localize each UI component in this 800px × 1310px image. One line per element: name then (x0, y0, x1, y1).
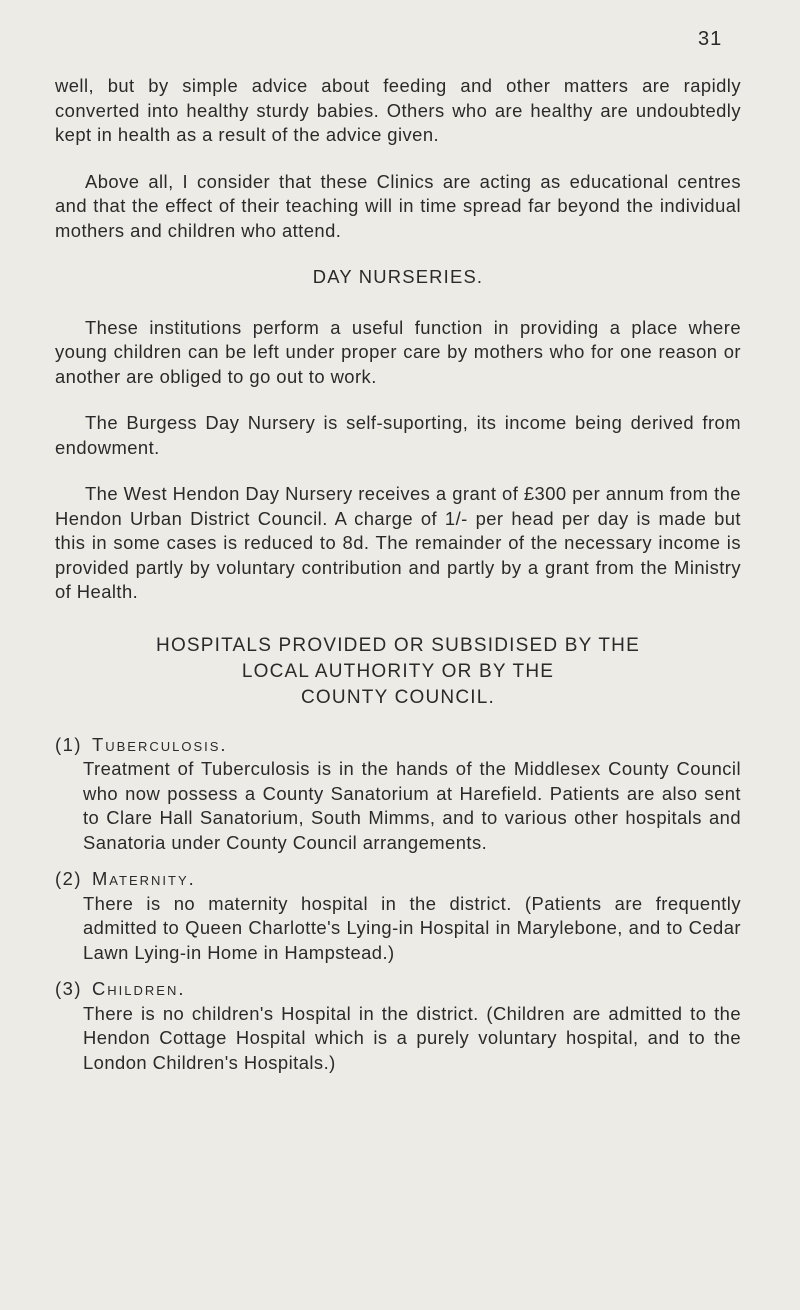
section-heading (55, 977, 741, 1002)
section-number: (1) (55, 733, 82, 755)
section-title: Tuberculosis. (91, 733, 228, 755)
hospitals-heading-line-2: LOCAL AUTHORITY OR BY THE (241, 660, 555, 682)
section-title: Maternity. (91, 868, 196, 889)
day-nurseries-paragraph: These institutions perform a useful function in providing a place where young children can be left under proper care by mothers who for one reason or another are obliged to go out to work. (55, 316, 741, 387)
clinics-paragraph: Above all, I consider that these Clinics are acting as educational centres and that the effect of their teaching will in time spread far beyond the individual mothers and children who attend. (55, 170, 741, 241)
section-text: There is no children's Hospital in the district. (Children are admitted to the Hendon Cottage Hospital which is a purely voluntary hospital, and to the London Children's Hospitals.) (83, 1002, 741, 1073)
section-tuberculosis (55, 733, 741, 856)
burgess-nursery-paragraph: The Burgess Day Nursery is self-suporting, its income being derived from endowment. (55, 412, 741, 458)
section-children (55, 977, 741, 1075)
section-heading (55, 867, 741, 892)
section-text: There is no maternity hospital in the district. (Patients are frequently admitted to Queen Charlotte's Lying-in Hospital in Marylebone, and to Cedar Lawn Lying-in Home in Hampstead.) (83, 892, 741, 963)
hospitals-heading (55, 633, 741, 711)
section-text: Treatment of Tuberculosis is in the hands of the Middlesex County Council who now possess a County Sanatorium at Harefield. Patients are also sent to Clare Hall Sanatorium, South Mimms, and to various other hospitals and Sanatoria under County Council arrangements. (83, 758, 741, 853)
text-column (55, 74, 741, 1087)
section-title: Children. (91, 978, 186, 999)
intro-paragraph: well, but by simple advice about feeding and other matters are rapidly converted into healthy sturdy babies. Others who are healthy are undoubtedly kept in health as a result of the advice given. (55, 75, 741, 145)
hospitals-heading-line-3: COUNTY COUNCIL. (301, 686, 495, 708)
section-maternity (55, 867, 741, 965)
hospitals-heading-line-1: HOSPITALS PROVIDED OR SUBSIDISED BY THE (156, 634, 640, 656)
section-number: (2) (55, 868, 82, 889)
day-nurseries-heading: DAY NURSERIES. (312, 266, 484, 287)
page-number: 31 (698, 28, 723, 50)
section-number: (3) (55, 978, 82, 999)
west-hendon-nursery-paragraph: The West Hendon Day Nursery receives a grant of £300 per annum from the Hendon Urban District Council. A charge of 1/- per head per day is made but this in some cases is reduced to 8d. The remainder of the necessary income is provided partly by voluntary contribution and partly by a grant from the Ministry of Health. (55, 483, 741, 602)
section-heading (55, 733, 741, 758)
